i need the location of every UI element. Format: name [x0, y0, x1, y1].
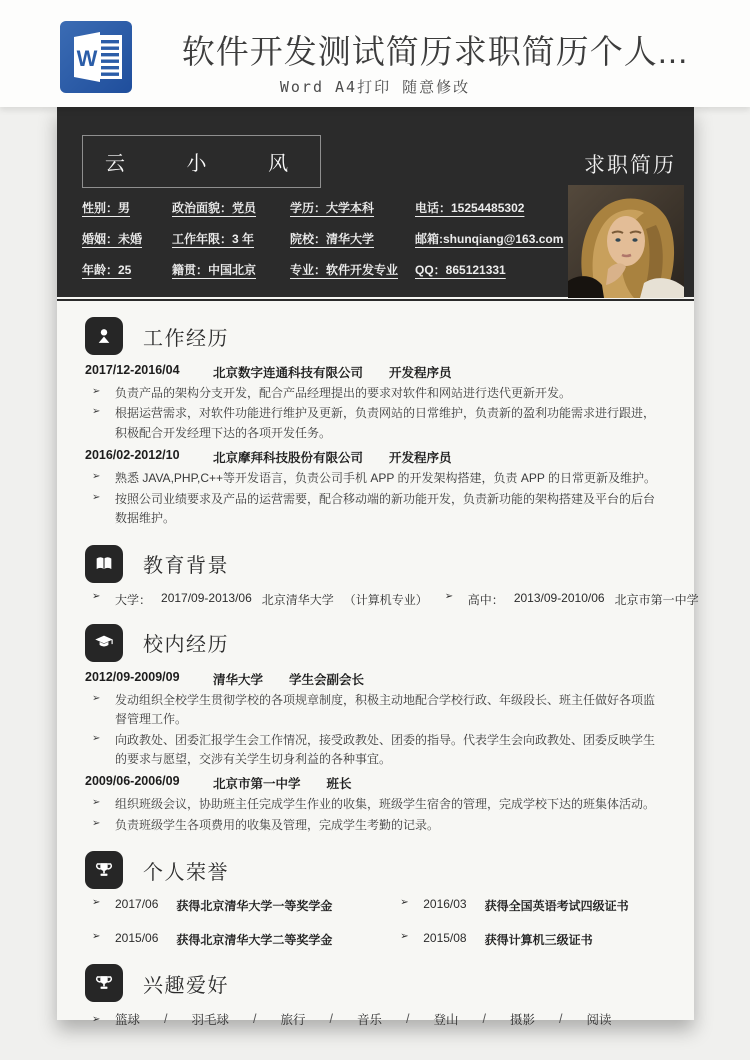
- hobby-item: 音乐: [357, 1013, 383, 1028]
- doc-type-label: 求职简历: [584, 154, 676, 177]
- honor-item: [85, 931, 393, 948]
- info-college: 院校：清华大学: [290, 232, 375, 246]
- info-major: 专业：软件开发专业: [290, 263, 399, 277]
- candidate-name: 云 小 风: [105, 153, 317, 175]
- entry-date: 2009/06-2006/09: [85, 774, 180, 789]
- info-origin: 籍贯：中国北京: [172, 263, 257, 277]
- arrow-bullet-icon: ➢: [92, 797, 101, 809]
- entry-role: 学生会副会长: [289, 672, 365, 687]
- edu-period: 2013/09-2010/06: [513, 590, 605, 605]
- arrow-bullet-icon: ➢: [92, 732, 101, 744]
- info-degree: 学历：大学本科: [290, 201, 375, 215]
- info-gender: 性别：男: [82, 201, 131, 215]
- honor-date: 2016/03: [423, 897, 467, 912]
- work-bullet: ➢ 根据运营需求，对软件功能进行维护及更新，负责网站的日常维护，负责新的盈利功能需求进行跟进，积极配合开发经理下达的各项开发任务。: [85, 404, 666, 443]
- section-honors-header: [85, 851, 666, 889]
- campus-bullet: ➢ 发动组织全校学生贯彻学校的各项规章制度，积极主动地配合学校行政、年级段长、班主任做好各项监督管理工作。: [85, 691, 666, 730]
- resume-body: [57, 299, 699, 1028]
- arrow-bullet-icon: ➢: [400, 931, 409, 943]
- arrow-bullet-icon: ➢: [92, 817, 101, 829]
- trophy-icon: [85, 964, 123, 1002]
- resume-header: [57, 107, 694, 299]
- section-work-header: [85, 317, 666, 355]
- honor-item: [393, 931, 666, 948]
- honor-date: 2015/06: [115, 931, 159, 946]
- hobby-separator: /: [559, 1012, 563, 1027]
- arrow-bullet-icon: ➢: [400, 897, 409, 909]
- trophy-icon: [85, 851, 123, 889]
- section-title: 兴趣爱好: [143, 974, 229, 997]
- section-title: 校内经历: [143, 634, 229, 657]
- info-years: 工作年限：3 年: [172, 232, 255, 246]
- arrow-bullet-icon: ➢: [92, 897, 101, 909]
- info-phone: 电话：15254485302: [415, 201, 525, 215]
- work-bullet: ➢ 负责产品的架构分支开发，配合产品经理提出的要求对软件和网站进行迭代更新开发。: [85, 384, 666, 403]
- section-campus-header: [85, 624, 666, 662]
- edu-school: 北京市第一中学: [614, 592, 699, 607]
- section-title: 教育背景: [143, 555, 229, 578]
- entry-date: 2012/09-2009/09: [85, 669, 180, 684]
- person-icon: [85, 317, 123, 355]
- personal-info-grid: [82, 199, 567, 278]
- arrow-bullet-icon: ➢: [444, 590, 454, 602]
- arrow-bullet-icon: ➢: [92, 491, 101, 503]
- info-email: 邮箱:shunqiang@163.com: [415, 232, 564, 246]
- entry-company: 北京数字连通科技有限公司: [213, 366, 364, 380]
- edu-level: 大学：: [115, 592, 152, 607]
- entry-school: 北京市第一中学: [213, 777, 301, 792]
- education-row: [85, 590, 699, 608]
- edu-note: （计算机专业）: [343, 592, 428, 607]
- entry-role: 开发程序员: [389, 451, 452, 466]
- hobby-separator: /: [253, 1012, 257, 1027]
- info-politics: 政治面貌：党员: [172, 201, 257, 215]
- graduation-cap-icon: [85, 624, 123, 662]
- honor-text: 获得北京清华大学二等奖学金: [176, 933, 333, 948]
- entry-company: 北京摩拜科技股份有限公司: [213, 451, 364, 466]
- work-bullet: ➢ 熟悉 JAVA,PHP,C++等开发语言，负责公司手机 APP 的开发架构搭建，负责 APP 的日常更新及维护。: [85, 469, 666, 488]
- entry-role: 班长: [326, 777, 352, 792]
- info-age: 年龄：25: [82, 263, 132, 277]
- arrow-bullet-icon: ➢: [92, 386, 101, 397]
- name-box: [82, 135, 321, 188]
- arrow-bullet-icon: ➢: [92, 1013, 101, 1025]
- portrait-photo: [568, 185, 684, 298]
- section-title: 个人荣誉: [143, 861, 229, 884]
- entry-school: 清华大学: [213, 672, 264, 687]
- info-marriage: 婚姻：未婚: [82, 232, 143, 246]
- work-entry-header: [85, 448, 666, 466]
- arrow-bullet-icon: ➢: [92, 471, 101, 483]
- education-item: [438, 591, 709, 608]
- edu-period: 2017/09-2013/06: [161, 590, 252, 605]
- section-education-header: [85, 545, 666, 583]
- honor-item: [85, 897, 393, 914]
- campus-bullet: ➢ 负责班级学生各项费用的收集及管理，完成学生考勤的记录。: [85, 816, 666, 835]
- section-hobbies-header: [85, 964, 666, 1002]
- svg-text:W: W: [76, 46, 98, 71]
- hobby-separator: /: [164, 1012, 168, 1027]
- work-entry-header: [85, 363, 666, 381]
- honor-text: 获得全国英语考试四级证书: [484, 899, 629, 914]
- honor-date: 2017/06: [115, 897, 159, 912]
- hobby-separator: /: [329, 1012, 333, 1027]
- honor-date: 2015/08: [423, 931, 467, 946]
- hobby-item: 阅读: [586, 1013, 612, 1028]
- arrow-bullet-icon: ➢: [92, 931, 101, 943]
- arrow-bullet-icon: ➢: [92, 590, 101, 602]
- entry-role: 开发程序员: [389, 366, 452, 380]
- work-bullet: ➢ 按照公司业绩要求及产品的运营需要，配合移动端的新功能开发，负责新功能的架构搭建及平台的后台数据维护。: [85, 490, 666, 529]
- edu-school: 北京清华大学: [261, 592, 334, 607]
- honor-text: 获得北京清华大学一等奖学金: [176, 899, 333, 914]
- hobby-separator: /: [482, 1012, 486, 1027]
- campus-bullet: ➢ 向政教处、团委汇报学生会工作情况，接受政教处、团委的指导。代表学生会向政教处、团委反映学生的要求与愿望，交涉有关学生切身利益的各种事宜。: [85, 731, 666, 770]
- campus-entry-header: [85, 774, 666, 792]
- section-title: 工作经历: [143, 327, 229, 350]
- hobbies-row: [85, 1010, 666, 1028]
- book-icon: [85, 545, 123, 583]
- entry-date: 2017/12-2016/04: [85, 363, 180, 377]
- hobby-item: 登山: [433, 1013, 459, 1028]
- arrow-bullet-icon: ➢: [92, 692, 101, 704]
- page-subtitle: Word A4打印 随意修改: [279, 78, 471, 96]
- info-qq: QQ：865121331: [415, 263, 506, 277]
- honor-item: [393, 897, 666, 914]
- page-title: 软件开发测试简历求职简历个人...: [181, 33, 689, 70]
- hobby-item: 旅行: [280, 1013, 306, 1028]
- education-item: [85, 591, 438, 608]
- arrow-bullet-icon: ➢: [92, 406, 101, 418]
- hobby-item: 篮球: [115, 1013, 141, 1028]
- campus-bullet: ➢ 组织班级会议，协助班主任完成学生作业的收集，班级学生宿舍的管理，完成学校下达的班集体活动。: [85, 795, 666, 814]
- resume-card: [57, 107, 699, 1028]
- campus-entry-header: [85, 670, 666, 688]
- edu-level: 高中：: [467, 592, 504, 607]
- hobby-item: 羽毛球: [191, 1013, 230, 1028]
- hobby-item: 摄影: [510, 1013, 536, 1028]
- hobby-separator: /: [406, 1012, 410, 1027]
- honors-grid: [85, 897, 666, 948]
- entry-date: 2016/02-2012/10: [85, 448, 180, 463]
- honor-text: 获得计算机三级证书: [484, 933, 593, 948]
- top-title-band: [0, 0, 750, 107]
